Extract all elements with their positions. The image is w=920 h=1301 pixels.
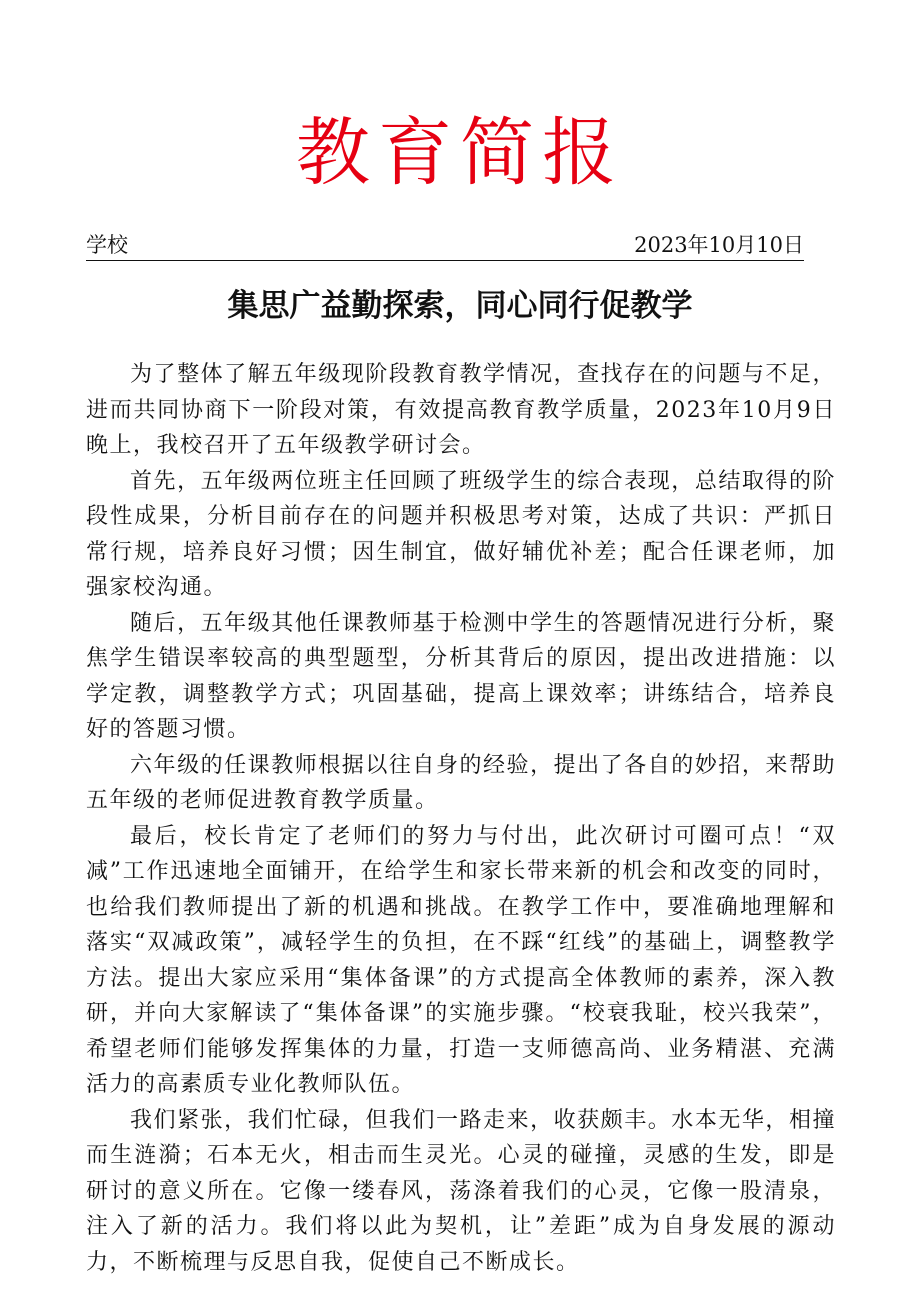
info-line [86,230,804,261]
school-label: 学校 [86,233,128,257]
article-paragraph: 首先，五年级两位班主任回顾了班级学生的综合表现，总结取得的阶段性成果，分析目前存在的问题并积极思考对策，达成了共识：严抓日常行规，培养良好习惯；因生制宜，做好辅优补差；配合任课老师，加强家校沟通。 [86,468,836,600]
article-paragraph: 六年级的任课教师根据以往自身的经验，提出了各自的妙招，来帮助五年级的老师促进教育教学质量。 [86,752,836,813]
issue-date: 2023年10月10日 [634,233,804,257]
article-paragraph: 为了整体了解五年级现阶段教育教学情况，查找存在的问题与不足，进而共同协商下一阶段对策，有效提高教育教学质量，2023年10月9日晚上，我校召开了五年级教学研讨会。 [86,362,836,458]
article-paragraph: 最后，校长肯定了老师们的努力与付出，此次研讨可圈可点！“双减”工作迅速地全面铺开，在给学生和家长带来新的机会和改变的同时，也给我们教师提出了新的机遇和挑战。在教学工作中，要准确地理解和落实“双减政策”，减轻学生的负担，在不踩“红线”的基础上，调整教学方法。提出大家应采用“集体备课”的方式提高全体教师的素养，深入教研，并向大家解读了“集体备课”的实施步骤。“校衰我耻，校兴我荣”，希望老师们能够发挥集体的力量，打造一支师德高尚、业务精湛、充满活力的高素质专业化教师队伍。 [86,823,836,1097]
article-paragraph: 随后，五年级其他任课教师基于检测中学生的答题情况进行分析，聚焦学生错误率较高的典型题型，分析其背后的原因，提出改进措施：以学定教，调整教学方式；巩固基础，提高上课效率；讲练结合，培养良好的答题习惯。 [86,610,836,742]
masthead-title: 教育简报 [296,110,624,196]
article-paragraph: 我们紧张，我们忙碌，但我们一路走来，收获颇丰。水本无华，相撞而生涟漪；石本无火，相击而生灵光。心灵的碰撞，灵感的生发，即是研讨的意义所在。它像一缕春风，荡涤着我们的心灵，它像一股清泉，注入了新的活力。我们将以此为契机，让”差距”成为自身发展的源动力，不断梳理与反思自我，促使自己不断成长。 [86,1107,836,1275]
article-headline: 集思广益勤探索，同心同行促教学 [227,288,693,324]
article-body [86,357,836,1280]
